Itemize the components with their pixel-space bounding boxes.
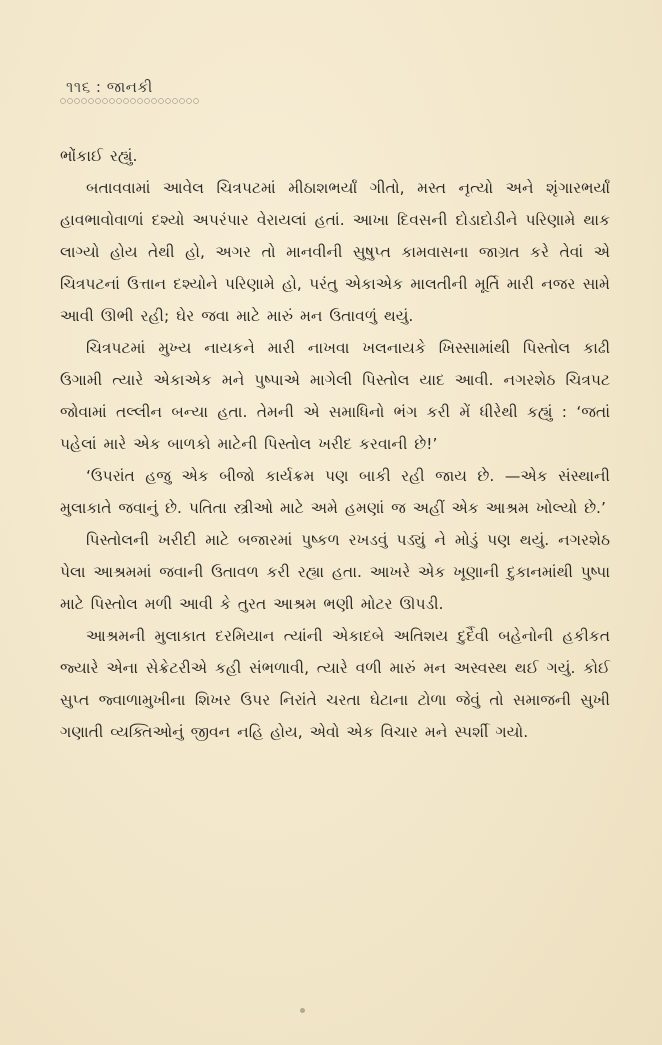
paragraph-3: ચિત્રપટમાં મુખ્ય નાયકને મારી નાખવા ખલનાયકે ખિસ્સામાંથી પિસ્તોલ કાઢી ઉગામી ત્યારે એકાએક મને પુષ્પાએ માગેલી પિસ્તોલ યાદ આવી. નગરશેઠ ચિત્રપટ જોવામાં તલ્લીન બન્યા હતા. તેમની એ સમાધિનો ભંગ કરી મેં ધીરેથી કહ્યું : ‘જતાં પહેલાં મારે એક બાળકો માટેની પિસ્તોલ ખરીદ કરવાની છે!’ xyxy=(60,339,610,453)
paragraph-2: બતાવવામાં આવેલ ચિત્રપટમાં મીઠાશભર્યાં ગીતો, મસ્ત નૃત્યો અને શૃંગારભર્યાં હાવભાવોવાળાં દશ્યો અપરંપાર વેરાયલાં હતાં. આખા દિવસની દોડાદોડીને પરિણામે થાક લાગ્યો હોય તેથી હો, અગર તો માનવીની સુષુપ્ત કામવાસના જાગ્રત કરે તેવાં એ ચિત્રપટનાં ઉત્તાન દશ્યોને પરિણામે હો, પરંતુ એકાએક માલતીની મૂર્તિ મારી નજર સામે આવી ઊભી રહી; ઘેર જવા માટે મારું મન ઉતાવળું થયું. xyxy=(60,179,610,325)
header-ornament-rule xyxy=(60,98,200,104)
paragraph-6: આશ્રમની મુલાકાત દરમિયાન ત્યાંની એકાદબે અતિશય દુર્દૈવી બહેનોની હકીકત જ્યારે એના સેક્રેટરીએ કહી સંભળાવી, ત્યારે વળી મારું મન અસ્વસ્થ થઈ ગયું. કોઈ સુપ્ત જ્વાળામુખીના શિખર ઉપર નિરાંતે ચરતા ઘેટાના ટોળા જેવું તો સમાજની સુખી ગણાતી વ્યક્તિઓનું જીવન નહિ હોય, એવો એક વિચાર મને સ્પર્શી ગયો. xyxy=(60,627,610,741)
paragraph-4: ‘ઉપરાંત હજુ એક બીજો કાર્યક્રમ પણ બાકી રહી જાય છે. —એક સંસ્થાની મુલાકાતે જવાનું છે. પતિતા સ્ત્રીઓ માટે અમે હમણાં જ અહીં એક આશ્રમ ખોલ્યો છે.’ xyxy=(60,467,610,517)
ink-dot xyxy=(300,1008,305,1013)
paragraph-5: પિસ્તોલની ખરીદી માટે બજારમાં પુષ્કળ રખડવું પડ્યું ને મોડું પણ થયું. નગરશેઠ પેલા આશ્રમમાં જવાની ઉતાવળ કરી રહ્યા હતા. આખરે એક ખૂણાની દુકાનમાંથી પુષ્પા માટે પિસ્તોલ મળી આવી કે તુરત આશ્રમ ભણી મોટર ઊપડી. xyxy=(60,531,610,613)
running-header: ૧૧૬ : જાનકી xyxy=(66,78,153,96)
paragraph-1: ભોંકાઈ રહ્યું. xyxy=(60,147,138,165)
